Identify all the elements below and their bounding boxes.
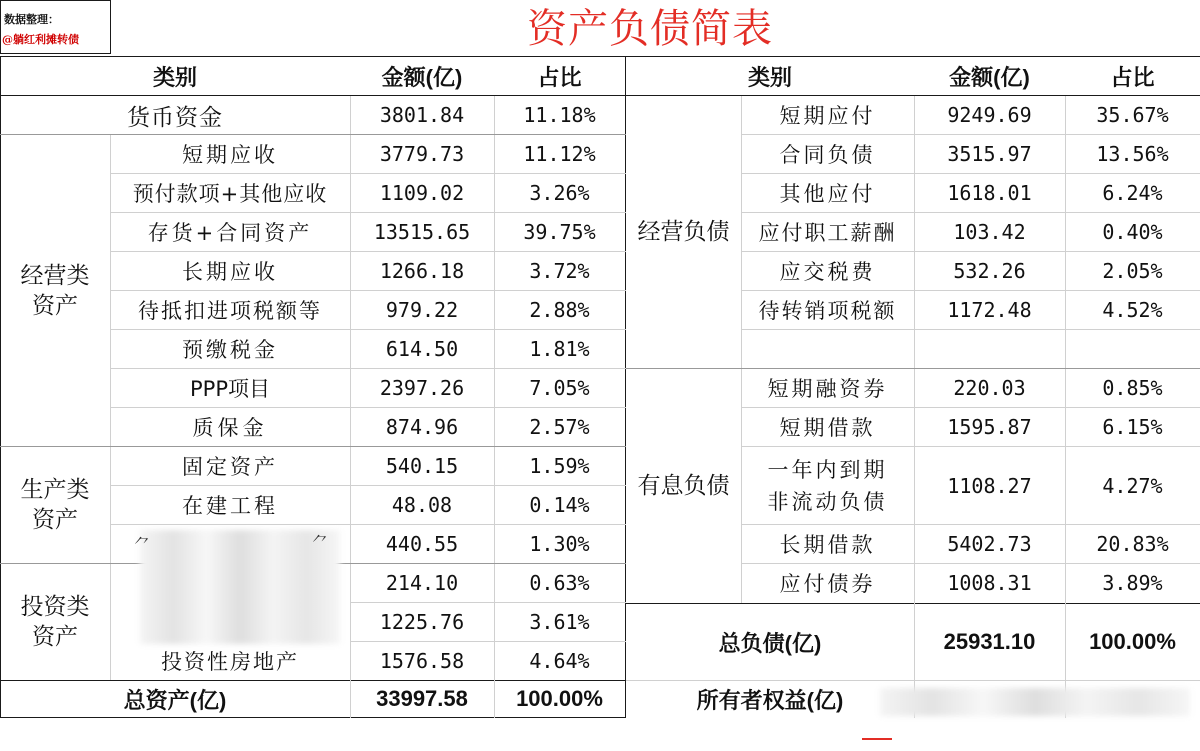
group-production-assets-text: 生产类资产	[20, 477, 90, 533]
asset-prod-pct: 0.14%	[529, 493, 590, 517]
liab-op-amount: 1172.48	[947, 298, 1032, 322]
asset-inv-label: 投资性房地产	[161, 650, 299, 674]
group-operating-assets-text: 经营类资产	[20, 262, 90, 319]
asset-op-label: PPP项目	[190, 377, 270, 401]
asset-cash-label: 货币资金	[127, 104, 223, 131]
liab-int-pct: 6.15%	[1102, 415, 1163, 439]
total-assets-pct: 100.00%	[516, 686, 603, 711]
liab-int-label: 应付债券	[779, 572, 876, 596]
liab-int-amount: 1595.87	[947, 415, 1032, 439]
asset-prod-amount: 540.15	[385, 454, 459, 478]
liab-op-label: 待转销项税额	[758, 299, 897, 323]
asset-op-amount: 874.96	[385, 415, 459, 439]
liab-int-pct: 0.85%	[1102, 376, 1163, 400]
asset-op-pct: 1.81%	[529, 337, 590, 361]
red-underline-mark	[862, 738, 892, 740]
asset-op-label: 质保金	[192, 416, 268, 440]
asset-op-amount: 13515.65	[373, 220, 471, 244]
asset-prod-amount: 440.55	[385, 532, 459, 556]
asset-op-label: 待抵扣进项税额等	[138, 299, 322, 323]
liab-int-label: 短期融资券	[767, 377, 888, 401]
liab-int-amount: 1108.27	[947, 473, 1032, 498]
asset-op-label: 预付款项+其他应收	[132, 182, 328, 206]
liab-op-pct: 4.52%	[1102, 298, 1163, 322]
liab-op-amount: 9249.69	[947, 103, 1032, 127]
group-investment-assets	[0, 564, 110, 680]
liab-op-amount: 1618.01	[947, 181, 1032, 205]
asset-op-amount: 2397.26	[379, 376, 465, 400]
asset-cash-pct: 11.18%	[523, 103, 596, 127]
liab-op-label: 短期应付	[779, 104, 876, 128]
liab-int-label: 长期借款	[779, 533, 876, 557]
liab-int-pct: 3.89%	[1102, 571, 1163, 595]
asset-op-label: 存货+合同资产	[147, 221, 313, 245]
asset-op-pct: 3.72%	[529, 259, 590, 283]
asset-op-pct: 39.75%	[523, 220, 596, 244]
group-interest-liabilities: 有息负债	[637, 473, 730, 499]
watermark-line1: 数据整理：	[4, 13, 59, 26]
liab-int-label-twoline	[741, 447, 914, 524]
liab-op-pct: 13.56%	[1096, 142, 1169, 166]
asset-inv-pct: 3.61%	[529, 610, 590, 634]
liab-int-label-line1: 一年内到期	[767, 457, 888, 482]
asset-inv-amount: 1225.76	[379, 610, 465, 634]
owners-equity-label: 所有者权益(亿)	[696, 687, 844, 713]
header-left-amount: 金额(亿)	[381, 64, 463, 90]
asset-op-amount: 979.22	[385, 298, 459, 322]
liab-op-label: 合同负债	[779, 143, 876, 167]
hline	[741, 329, 1200, 330]
asset-cash-amount: 3801.84	[379, 103, 465, 127]
header-right-amount: 金额(亿)	[949, 64, 1030, 90]
asset-inv-amount: 214.10	[385, 571, 459, 595]
liab-op-pct: 35.67%	[1096, 103, 1169, 127]
liab-op-amount: 3515.97	[947, 142, 1032, 166]
page-title: 资产负债简表	[527, 6, 773, 52]
redacted-fragment-left: ⺈	[134, 535, 151, 554]
asset-inv-pct: 0.63%	[529, 571, 590, 595]
total-assets-amount: 33997.58	[376, 686, 468, 711]
liab-int-pct: 4.27%	[1102, 473, 1163, 498]
redacted-labels	[140, 530, 340, 644]
redacted-equity	[880, 688, 1190, 716]
asset-op-pct: 11.12%	[523, 142, 596, 166]
asset-inv-amount: 1576.58	[379, 649, 465, 673]
liab-int-label-line2: 非流动负债	[767, 489, 888, 514]
watermark-line2: @躺红利摊转债	[2, 33, 79, 46]
total-liabilities-label: 总负债(亿)	[718, 630, 822, 656]
asset-op-amount: 3779.73	[379, 142, 465, 166]
asset-prod-label: 在建工程	[182, 494, 278, 518]
liab-op-amount: 532.26	[953, 259, 1026, 283]
asset-op-pct: 7.05%	[529, 376, 590, 400]
redacted-fragment-right: ⺈	[312, 533, 329, 552]
group-production-assets	[0, 447, 110, 563]
liab-int-label: 短期借款	[779, 416, 876, 440]
asset-op-label: 长期应收	[182, 260, 278, 284]
asset-op-amount: 1109.02	[379, 181, 465, 205]
liab-op-label: 其他应付	[779, 182, 876, 206]
group-operating-liabilities: 经营负债	[637, 219, 730, 245]
liab-op-label: 应付职工薪酬	[758, 221, 897, 245]
group-operating-assets	[0, 135, 110, 446]
header-left-category: 类别	[152, 64, 197, 90]
asset-op-label: 预缴税金	[182, 338, 278, 362]
asset-op-amount: 614.50	[385, 337, 459, 361]
asset-prod-label: 固定资产	[182, 455, 278, 479]
border-bottom-left	[0, 717, 626, 718]
header-right-pct: 占比	[1110, 64, 1155, 90]
header-right-category: 类别	[747, 64, 792, 90]
liab-op-label: 应交税费	[779, 260, 876, 284]
header-left-pct: 占比	[537, 64, 582, 90]
asset-op-pct: 2.88%	[529, 298, 590, 322]
asset-inv-pct: 4.64%	[529, 649, 590, 673]
liab-op-amount: 103.42	[953, 220, 1026, 244]
liab-int-amount: 5402.73	[947, 532, 1032, 556]
liab-int-amount: 220.03	[953, 376, 1026, 400]
liab-int-pct: 20.83%	[1096, 532, 1169, 556]
total-liabilities-pct: 100.00%	[1089, 629, 1176, 654]
liab-op-pct: 6.24%	[1102, 181, 1163, 205]
liab-op-pct: 0.40%	[1102, 220, 1163, 244]
group-investment-assets-text: 投资类资产	[20, 594, 90, 650]
asset-op-label: 短期应收	[182, 143, 278, 167]
asset-op-amount: 1266.18	[379, 259, 465, 283]
total-liabilities-amount: 25931.10	[943, 629, 1036, 654]
asset-op-pct: 3.26%	[529, 181, 590, 205]
asset-prod-pct: 1.59%	[529, 454, 590, 478]
liab-op-pct: 2.05%	[1102, 259, 1163, 283]
asset-prod-amount: 48.08	[391, 493, 453, 517]
asset-op-pct: 2.57%	[529, 415, 590, 439]
asset-prod-pct: 1.30%	[529, 532, 590, 556]
total-assets-label: 总资产(亿)	[123, 687, 227, 713]
liab-int-amount: 1008.31	[947, 571, 1032, 595]
